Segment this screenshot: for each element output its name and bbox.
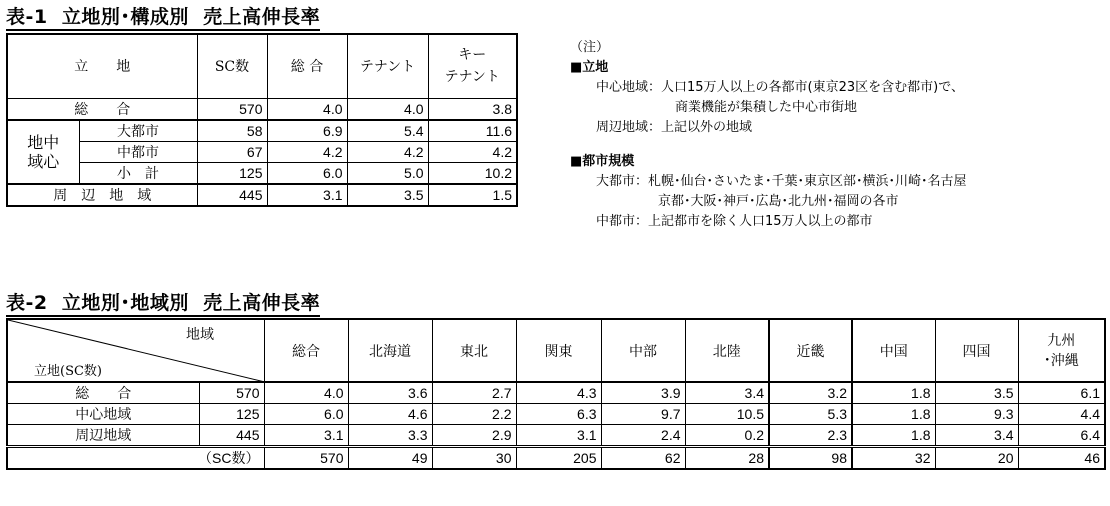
sc-count: 445	[197, 184, 267, 206]
value-total: 3.1	[264, 425, 348, 447]
header-hokkaido: 北海道	[348, 319, 432, 382]
header-kyushu-okinawa	[1018, 319, 1105, 382]
header-chugoku: 中国	[852, 319, 935, 382]
value-kinki: 2.3	[769, 425, 852, 447]
row-label: 大都市	[79, 120, 197, 142]
row-label-sc-count: （SC数）	[7, 447, 264, 470]
value-shikoku: 3.4	[935, 425, 1018, 447]
table2-title-prefix: 表-2	[6, 292, 48, 314]
value-hokuriku: 0.2	[685, 425, 769, 447]
table-row	[7, 141, 517, 162]
value-key-tenant: 10.2	[428, 162, 517, 184]
value-total: 4.0	[267, 98, 347, 120]
table1-header-key-tenant-line2: テナント	[444, 69, 500, 86]
header-shikoku: 四国	[935, 319, 1018, 382]
row-label: 中心地域	[7, 404, 199, 425]
notes-central-area-definition-cont: 商業機能が集積した中心市街地	[675, 100, 858, 115]
value-total: 6.0	[264, 404, 348, 425]
count-hokkaido: 49	[348, 447, 432, 470]
corner-region-label: 地域	[186, 327, 214, 343]
table-row-sc-count	[7, 447, 1105, 470]
value-key-tenant: 11.6	[428, 120, 517, 142]
sc-count: 67	[197, 141, 267, 162]
row-label: 周 辺 地 域	[7, 184, 197, 206]
sc-count: 570	[199, 382, 264, 404]
row-label: 総 合	[7, 382, 199, 404]
table1-header-key-tenant	[428, 34, 517, 98]
value-chugoku: 1.8	[852, 404, 935, 425]
table1-header-tenant: テナント	[347, 34, 428, 98]
notes-surrounding-area-definition: 周辺地域：上記以外の地域	[596, 120, 753, 135]
count-total: 570	[264, 447, 348, 470]
value-total: 6.9	[267, 120, 347, 142]
count-kinki: 98	[769, 447, 852, 470]
table1-title	[6, 2, 320, 29]
sc-count: 570	[197, 98, 267, 120]
value-tohoku: 2.7	[432, 382, 516, 404]
value-kanto: 4.3	[516, 382, 601, 404]
value-hokkaido: 3.3	[348, 425, 432, 447]
table1-header-sc: SC数	[197, 34, 267, 98]
header-kyushu-line2: ･沖縄	[1043, 352, 1079, 369]
value-total: 3.1	[267, 184, 347, 206]
value-key-tenant: 3.8	[428, 98, 517, 120]
table-row	[7, 184, 517, 206]
value-kanto: 3.1	[516, 425, 601, 447]
value-chugoku: 1.8	[852, 382, 935, 404]
table2-title	[6, 288, 320, 315]
row-label: 総 合	[7, 98, 197, 120]
count-tohoku: 30	[432, 447, 516, 470]
sc-count: 445	[199, 425, 264, 447]
header-total: 総合	[264, 319, 348, 382]
notes-section-location-title: ■立地	[570, 60, 609, 75]
count-kanto: 205	[516, 447, 601, 470]
table-row	[7, 162, 517, 184]
value-tenant: 4.0	[347, 98, 428, 120]
count-chubu: 62	[601, 447, 685, 470]
value-key-tenant: 1.5	[428, 184, 517, 206]
row-label: 小 計	[79, 162, 197, 184]
value-shikoku: 9.3	[935, 404, 1018, 425]
value-kyushu-okinawa: 4.4	[1018, 404, 1105, 425]
row-label: 中都市	[79, 141, 197, 162]
header-kyushu-line1: 九州	[1047, 332, 1076, 349]
table1-header-key-tenant-line1: キー	[458, 47, 487, 64]
value-hokuriku: 10.5	[685, 404, 769, 425]
value-total: 6.0	[267, 162, 347, 184]
value-hokuriku: 3.4	[685, 382, 769, 404]
notes-section-city-size-title: ■都市規模	[570, 154, 635, 169]
value-kinki: 5.3	[769, 404, 852, 425]
sc-count: 125	[197, 162, 267, 184]
row-label: 周辺地域	[7, 425, 199, 447]
header-tohoku: 東北	[432, 319, 516, 382]
value-tenant: 5.4	[347, 120, 428, 142]
value-chubu: 9.7	[601, 404, 685, 425]
count-kyushu-okinawa: 46	[1018, 447, 1105, 470]
value-tenant: 5.0	[347, 162, 428, 184]
table2-title-sub: 売上高伸長率	[203, 292, 321, 314]
value-total: 4.2	[267, 141, 347, 162]
count-hokuriku: 28	[685, 447, 769, 470]
count-chugoku: 32	[852, 447, 935, 470]
header-hokuriku: 北陸	[685, 319, 769, 382]
value-shikoku: 3.5	[935, 382, 1018, 404]
value-tohoku: 2.9	[432, 425, 516, 447]
table1-header-location: 立 地	[7, 34, 197, 98]
table1-header-total: 総 合	[267, 34, 347, 98]
corner-location-label: 立地(SC数)	[34, 364, 102, 379]
value-chubu: 2.4	[601, 425, 685, 447]
table-row	[7, 404, 1105, 425]
table1-title-sub: 売上高伸長率	[203, 6, 321, 28]
value-tohoku: 2.2	[432, 404, 516, 425]
table2	[6, 318, 1106, 470]
header-chubu: 中部	[601, 319, 685, 382]
value-total: 4.0	[264, 382, 348, 404]
count-shikoku: 20	[935, 447, 1018, 470]
notes-big-city-definition-cont: 京都･大阪･神戸･広島･北九州･福岡の各市	[658, 194, 899, 209]
table-row	[7, 120, 517, 142]
group-label-central: 地中 域心	[7, 120, 79, 184]
notes-central-area-definition: 中心地域：人口15万人以上の各都市(東京23区を含む都市)で、	[596, 80, 964, 95]
value-hokkaido: 3.6	[348, 382, 432, 404]
value-kinki: 3.2	[769, 382, 852, 404]
notes-mid-city-definition: 中都市：上記都市を除く人口15万人以上の都市	[596, 214, 873, 229]
table1	[6, 33, 518, 207]
table-row	[7, 382, 1105, 404]
value-tenant: 4.2	[347, 141, 428, 162]
sc-count: 58	[197, 120, 267, 142]
table2-corner-header	[7, 319, 264, 382]
value-kanto: 6.3	[516, 404, 601, 425]
table1-title-main: 立地別･構成別	[61, 6, 189, 28]
table-row	[7, 425, 1105, 447]
header-kanto: 関東	[516, 319, 601, 382]
notes-big-city-definition: 大都市：札幌･仙台･さいたま･千葉･東京区部･横浜･川崎･名古屋	[596, 174, 967, 189]
header-kinki: 近畿	[769, 319, 852, 382]
notes	[570, 38, 967, 232]
value-hokkaido: 4.6	[348, 404, 432, 425]
value-chugoku: 1.8	[852, 425, 935, 447]
sc-count: 125	[199, 404, 264, 425]
table2-title-main: 立地別･地域別	[61, 292, 189, 314]
value-chubu: 3.9	[601, 382, 685, 404]
table1-title-prefix: 表-1	[6, 6, 48, 28]
table-row	[7, 98, 517, 120]
value-kyushu-okinawa: 6.1	[1018, 382, 1105, 404]
notes-head: （注）	[570, 40, 610, 55]
value-kyushu-okinawa: 6.4	[1018, 425, 1105, 447]
value-key-tenant: 4.2	[428, 141, 517, 162]
value-tenant: 3.5	[347, 184, 428, 206]
